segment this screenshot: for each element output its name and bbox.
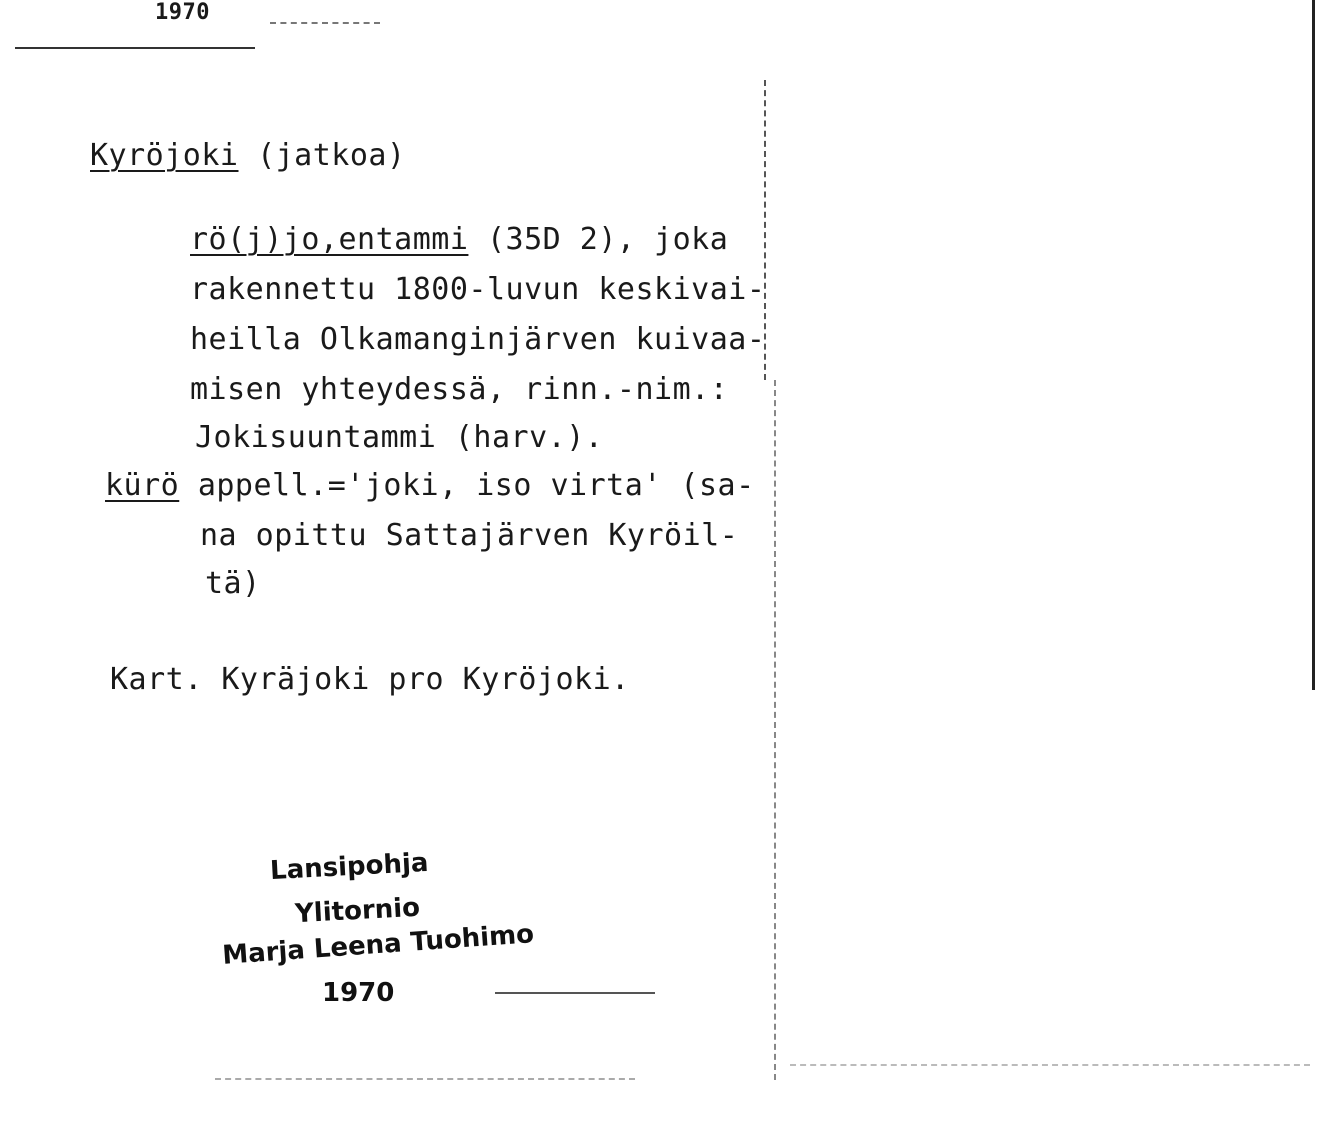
top-year-mark: 1970 (155, 0, 210, 25)
entry2-headword: kürö (105, 468, 180, 503)
right-edge-line (1312, 0, 1315, 690)
bottom-dashed-rule (215, 1078, 635, 1080)
heading-note: (jatkoa) (257, 138, 406, 173)
bottom-right-rule (790, 1064, 1310, 1066)
top-rule (15, 47, 255, 49)
heading (90, 138, 406, 173)
kart-note: Kart. Kyräjoki pro Kyröjoki. (110, 662, 630, 697)
card-fold-line-lower (774, 380, 776, 1080)
entry1-line: (35D 2), joka (487, 222, 729, 257)
entry1-line: misen yhteydessä, rinn.-nim.: (190, 372, 729, 407)
entry1-line: rakennettu 1800-luvun keskivai- (190, 272, 766, 307)
entry2-first-line (105, 468, 755, 503)
entry2-line: tä) (205, 566, 261, 601)
entry1-line: Jokisuuntammi (harv.). (195, 420, 604, 455)
entry1-headword: rö(j)jo,entammi (190, 222, 469, 257)
stamp-line-collector: Marja Leena Tuohimo (221, 919, 535, 971)
entry1-first-line (190, 222, 728, 257)
stamp-line-town: Ylitornio (294, 892, 421, 930)
stamp-rule (495, 992, 655, 994)
top-dashed-rule (270, 22, 380, 24)
entry2-line: appell.='joki, iso virta' (sa- (197, 468, 755, 503)
stamp-line-year: 1970 (322, 978, 395, 1008)
entry1-line: heilla Olkamanginjärven kuivaa- (190, 322, 766, 357)
stamp-line-place: Lansipohja (269, 847, 430, 887)
entry2-line: na opittu Sattajärven Kyröil- (200, 518, 739, 553)
heading-term: Kyröjoki (90, 138, 239, 173)
